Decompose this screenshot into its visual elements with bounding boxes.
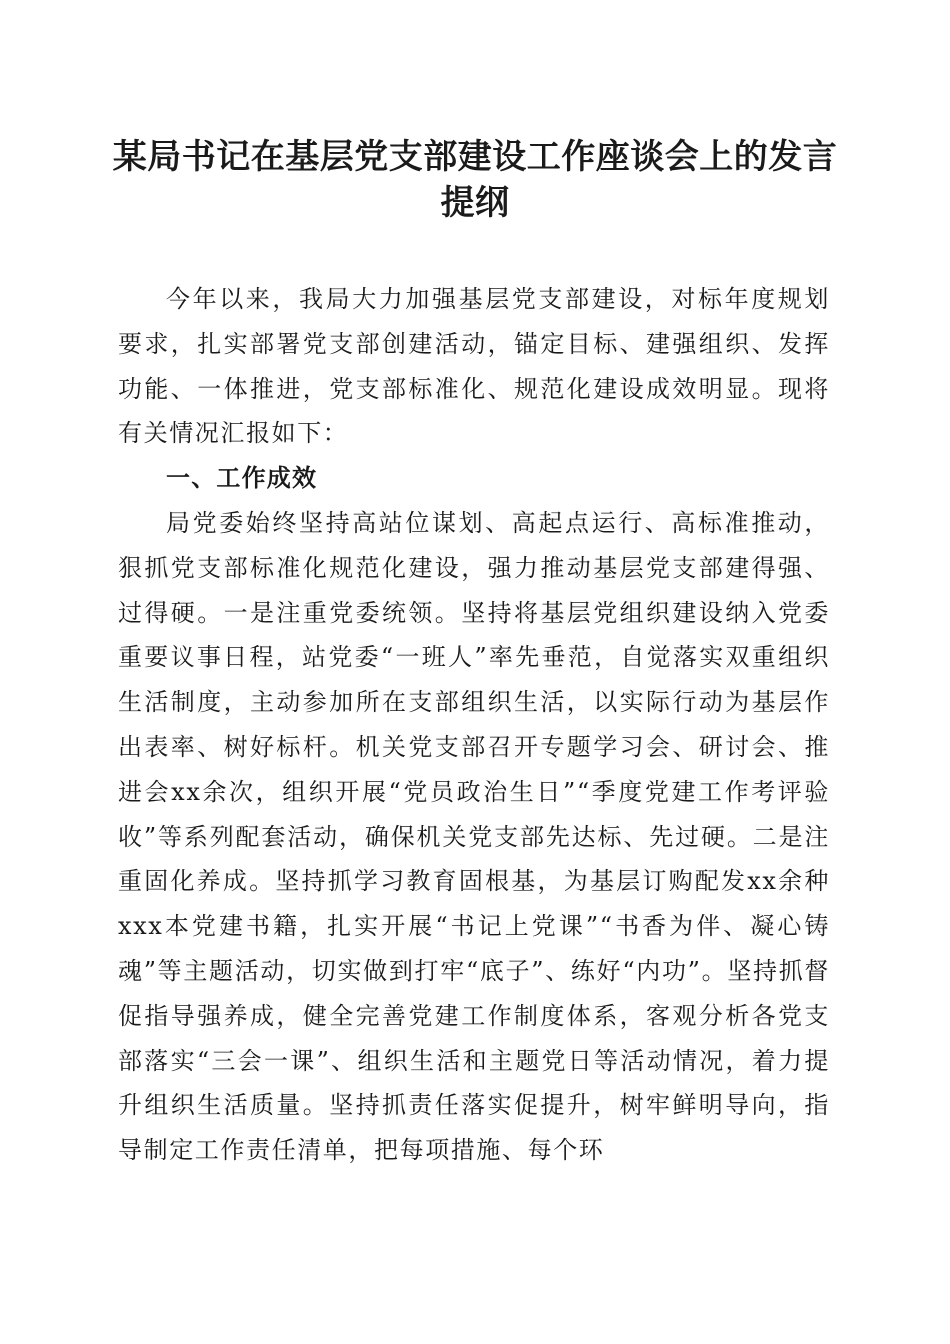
section-paragraph: 局党委始终坚持高站位谋划、高起点运行、高标准推动，狠抓党支部标准化规范化建设，强力推动基层党支部建得强、过得硬。一是注重党委统领。坚持将基层党组织建设纳入党委重要议事日程，站党委“一班人”率先垂范，自觉落实双重组织生活制度，主动参加所在支部组织生活，以实际行动为基层作出表率、树好标杆。机关党支部召开专题学习会、研讨会、推进会xx余次，组织开展“党员政治生日”“季度党建工作考评验收”等系列配套活动，确保机关党支部先达标、先过硬。二是注重固化养成。坚持抓学习教育固根基，为基层订购配发xx余种xxx本党建书籍，扎实开展“书记上党课”“书香为伴、凝心铸魂”等主题活动，切实做到打牢“底子”、练好“内功”。坚持抓督促指导强养成，健全完善党建工作制度体系，客观分析各党支部落实“三会一课”、组织生活和主题党日等活动情况，着力提升组织生活质量。坚持抓责任落实促提升，树牢鲜明导向，指导制定工作责任清单，把每项措施、每个环 xyxy=(118,508,830,1165)
document-title: 某局书记在基层党支部建设工作座谈会上的发言提纲 xyxy=(112,137,838,223)
intro-paragraph: 今年以来，我局大力加强基层党支部建设，对标年度规划要求，扎实部署党支部创建活动，锚定目标、建强组织、发挥功能、一体推进，党支部标准化、规范化建设成效明显。现将有关情况汇报如下： xyxy=(118,285,830,448)
section-heading: 一、工作成效 xyxy=(166,464,318,493)
document-body xyxy=(118,277,830,1173)
